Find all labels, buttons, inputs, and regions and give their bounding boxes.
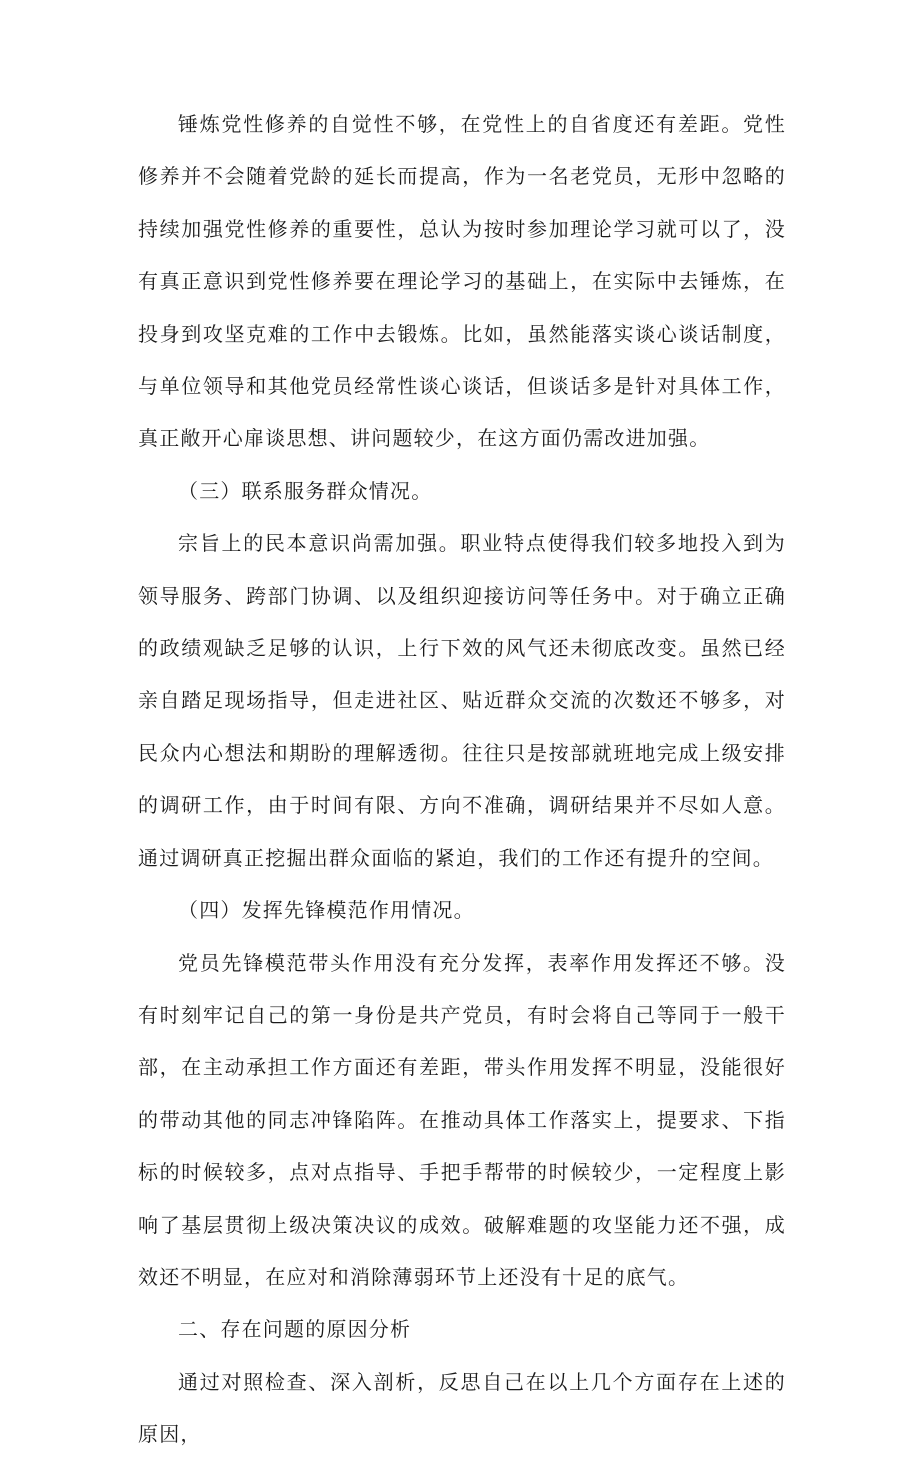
section-heading-vanguard-role: （四）发挥先锋模范作用情况。 xyxy=(178,898,475,923)
section-heading-cause-analysis: 二、存在问题的原因分析 xyxy=(178,1317,412,1342)
section-heading-serving-masses: （三）联系服务群众情况。 xyxy=(178,478,433,503)
paragraph-vanguard-example: 党员先锋模范带头作用没有充分发挥，表率作用发挥还不够。没有时刻牢记自己的第一身份是共产党员，有时会将自己等同于一般干部，在主动承担工作方面还有差距，带头作用发挥不明显，没能很好的带动其他的同志冲锋陷阵。在推动具体工作落实上，提要求、下指标的时候较多，点对点指导、手把手帮带的时候较少，一定程度上影响了基层贯彻上级决策决议的成效。破解难题的攻坚能力还不强，成效还不明显，在应对和消除薄弱环节上还没有十足的底气。 xyxy=(138,950,786,1289)
paragraph-people-oriented: 宗旨上的民本意识尚需加强。职业特点使得我们较多地投入到为领导服务、跨部门协调、以及组织迎接访问等任务中。对于确立正确的政绩观缺乏足够的认识，上行下效的风气还未彻底改变。虽然已经亲自踏足现场指导，但走进社区、贴近群众交流的次数还不够多，对民众内心想法和期盼的理解透彻。往往只是按部就班地完成上级安排的调研工作，由于时间有限、方向不准确，调研结果并不尽如人意。通过调研真正挖掘出群众面临的紧迫，我们的工作还有提升的空间。 xyxy=(138,531,786,870)
document-body xyxy=(138,98,786,1461)
paragraph-cause-intro: 通过对照检查、深入剖析，反思自己在以上几个方面存在上述的原因， xyxy=(138,1369,786,1447)
paragraph-party-cultivation: 锤炼党性修养的自觉性不够，在党性上的自省度还有差距。党性修养并不会随着党龄的延长而提高，作为一名老党员，无形中忽略的持续加强党性修养的重要性，总认为按时参加理论学习就可以了，没有真正意识到党性修养要在理论学习的基础上，在实际中去锤炼，在投身到攻坚克难的工作中去锻炼。比如，虽然能落实谈心谈话制度，与单位领导和其他党员经常性谈心谈话，但谈话多是针对具体工作，真正敞开心扉谈思想、讲问题较少，在这方面仍需改进加强。 xyxy=(138,112,786,451)
